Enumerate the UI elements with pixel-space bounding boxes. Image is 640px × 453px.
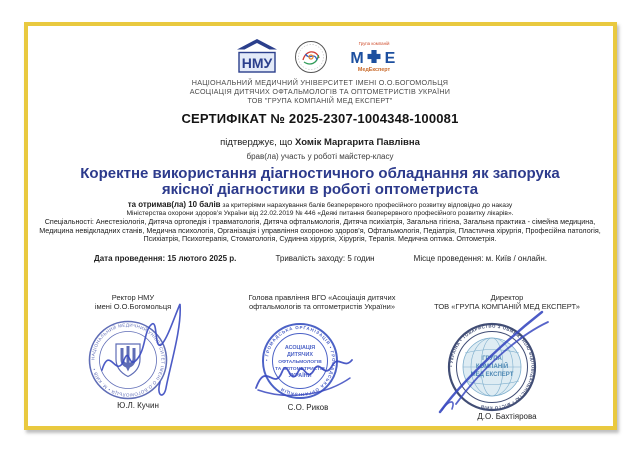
- nmu-logo-icon: [234, 38, 280, 74]
- nmu-stamp-ring-text: НАЦІОНАЛЬНИЙ МЕДИЧНИЙ УНІВЕРСИТЕТ ІМЕНІ О.О.БОГОМОЛЬЦЯ • М. КИЇВ •: [90, 322, 166, 398]
- assoc-stamp-line: ДИТЯЧИХ: [286, 352, 314, 358]
- signatory-director-role: Директор ТОВ «ГРУПА КОМПАНІЙ МЕД ЕКСПЕРТ»: [434, 293, 580, 312]
- logo-row: [0, 36, 640, 74]
- medexpert-logo-icon: [342, 38, 406, 74]
- association-stamp-ring-text: • ГРОМАДСЬКА ОРГАНІЗАЦІЯ • ГРОМАДСЬКА ОРГАНІЗАЦІЯ: [263, 324, 337, 398]
- org-line-2: АСОЦІАЦІЯ ДИТЯЧИХ ОФТАЛЬМОЛОГІВ ТА ОПТОМЕТРИСТІВ УКРАЇНИ: [189, 86, 451, 96]
- assoc-stamp-line: ОФТАЛЬМОЛОГІВ: [278, 360, 322, 365]
- rector-signature: [96, 300, 196, 405]
- medexpert-logo-m: М: [350, 50, 364, 67]
- points-bold-text: та отримав(ла) 10 балів: [127, 200, 221, 209]
- event-details-row: [24, 254, 617, 263]
- assoc-stamp-line: АСОЦІАЦІЯ: [284, 345, 316, 351]
- nmu-logo-letters: НМУ: [241, 55, 273, 71]
- org-line-3: ТОВ "ГРУПА КОМПАНІЙ МЕД ЕКСПЕРТ": [247, 95, 393, 105]
- course-title-line-1: Коректне використання діагностичного обладнання як запорука: [80, 165, 560, 182]
- medexpert-stamp-line: ГРУПА: [482, 356, 502, 362]
- points-rest-text: за критеріями нарахування балів безперервного професійного розвитку відповідно до наказу: [220, 202, 513, 209]
- medexpert-logo-e: Е: [384, 50, 396, 67]
- medexpert-stamp-ring-text: • УКРАЇНА • ТОВАРИСТВО З ОБМЕЖЕНОЮ ВІДПОВІДАЛЬНІСТЮ • МІСТО КИЇВ: [448, 323, 536, 411]
- event-duration: Тривалість заходу: 5 годин: [275, 254, 375, 263]
- event-location: Місце проведення: м. Київ / онлайн.: [413, 254, 547, 263]
- association-logo-icon: [294, 40, 328, 74]
- medexpert-stamp-line: МЕД ЕКСПЕРТ: [470, 372, 514, 378]
- confirmation-line: [0, 137, 640, 148]
- medexpert-logo-bottom-text: МедЕксперт: [357, 67, 391, 73]
- signatory-name-director: Д.О. Бахтіярова: [477, 412, 537, 421]
- association-head-signature: [250, 344, 360, 402]
- points-line-2: Міністерства охорони здоров’я України від 22.02.2019 № 446 «Деякі питання безперервного професійного розвитку лікарів».: [126, 210, 514, 218]
- certificate-number: СЕРТИФІКАТ № 2025-2307-1004348-100081: [181, 111, 459, 126]
- confirmation-prefix: підтверджує, що: [220, 137, 296, 148]
- participation-line: брав(ла) участь у роботі майстер-класу: [246, 152, 394, 161]
- medexpert-logo-top-text: Група компаній: [358, 41, 390, 46]
- organization-lines: [0, 79, 640, 105]
- signatory-name-association-head: С.О. Риков: [287, 403, 329, 412]
- org-line-1: НАЦІОНАЛЬНИЙ МЕДИЧНИЙ УНІВЕРСИТЕТ ІМЕНІ О.О.БОГОМОЛЬЦЯ: [191, 78, 449, 87]
- course-title-line-2: якісної діагностики в роботі оптометриста: [161, 181, 479, 198]
- event-date: Дата проведення: 15 лютого 2025 р.: [94, 254, 237, 263]
- signatory-rector-role: Ректор НМУ імені О.О.Богомольця: [94, 293, 172, 312]
- course-title: [0, 166, 640, 198]
- points-paragraph: [0, 201, 640, 218]
- director-signature: [430, 306, 558, 418]
- assoc-stamp-line: УКРАЇНИ: [288, 373, 312, 379]
- holder-name: Хомік Маргарита Павлівна: [295, 137, 420, 148]
- signatory-association-head-role: Голова правління ВГО «Асоціація дитячих офтальмологів та оптометристів України»: [248, 293, 396, 312]
- medexpert-stamp-line: КОМПАНІЙ: [475, 364, 509, 370]
- signatory-name-rector: Ю.Л. Кучин: [117, 401, 159, 410]
- assoc-stamp-line: ТА ОПТОМЕТРИСТІВ: [275, 367, 325, 372]
- specialties-paragraph: Спеціальності: Анестезіологія, Дитяча ортопедія і травматологія, Дитяча офтальмологія, Дитяча психіатрія, Загальна гігієна, Загальна практика - сімейна медицина, Медицина невідкладних станів, Медична психологія, Організація і управління охороною здоров’я, Офтальмологія, Педіатрія, Пластична хірургія, Професійна патологія, Психіатрія, Психотерапія, Стоматологія, Судинна хірургія, Хірургія, Терапія. Медична оптика. Оптометрія.: [39, 217, 601, 244]
